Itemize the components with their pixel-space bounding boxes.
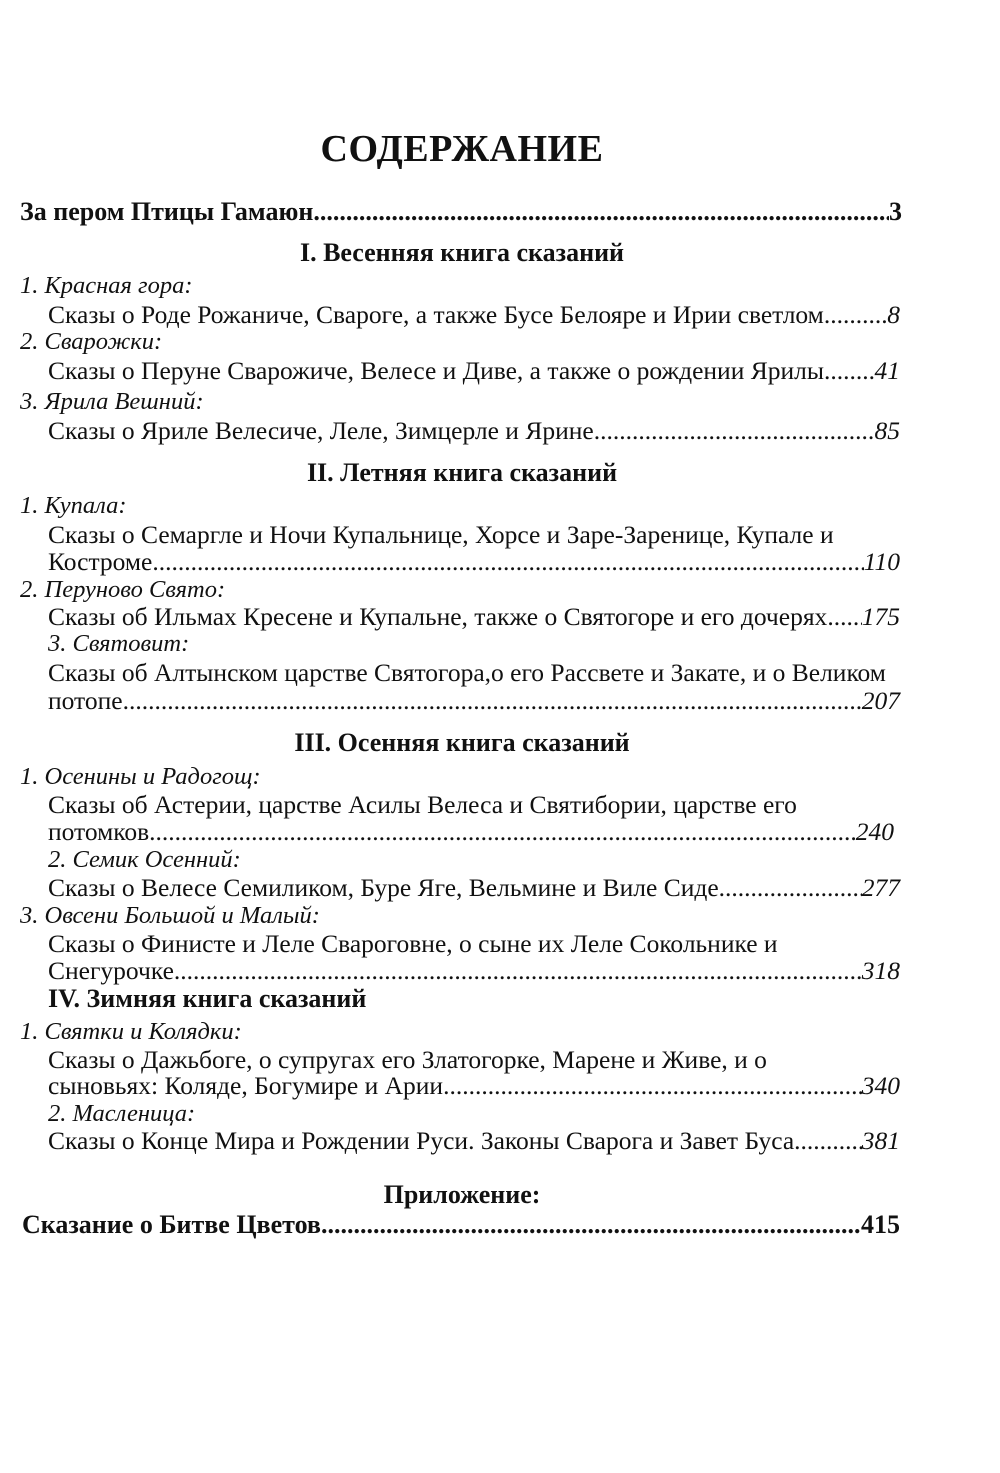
leader-dots bbox=[824, 300, 887, 330]
appendix-heading: Приложение: bbox=[383, 1180, 541, 1209]
toc-entry[interactable] bbox=[48, 686, 900, 716]
toc-entry[interactable] bbox=[48, 602, 900, 632]
entry-label: Сказы о Роде Рожаниче, Свароге, а также Бусе Белояре и Ирии светлом bbox=[48, 300, 824, 329]
page-number: 175 bbox=[861, 602, 900, 631]
toc-entry-appendix[interactable] bbox=[22, 1210, 900, 1240]
section-heading: III. Осенняя книга сказаний bbox=[294, 728, 630, 757]
page-number: 8 bbox=[887, 300, 900, 329]
toc-entry[interactable] bbox=[48, 356, 900, 386]
page-number: 110 bbox=[863, 547, 900, 576]
toc-entry[interactable] bbox=[48, 300, 900, 330]
toc-entry[interactable] bbox=[48, 1126, 900, 1156]
leader-dots bbox=[313, 197, 889, 227]
page-number: 41 bbox=[874, 356, 900, 385]
leader-dots bbox=[443, 1071, 862, 1101]
entry-label: Сказы о Перуне Сварожиче, Велесе и Диве, а также о рождении Ярилы bbox=[48, 356, 824, 385]
page-number: 318 bbox=[861, 956, 900, 985]
page-number: 240 bbox=[855, 817, 894, 846]
entry-label: Сказы о Велесе Семиликом, Буре Яге, Вельмине и Виле Сиде bbox=[48, 873, 719, 902]
toc-entry[interactable] bbox=[48, 817, 894, 847]
page-number: 3 bbox=[889, 197, 902, 226]
entry-label[interactable]: Сказы о Семаргле и Ночи Купальнице, Хорсе и Заре-Заренице, Купале и bbox=[48, 520, 834, 549]
entry-label: потомков bbox=[48, 817, 150, 846]
page-number: 340 bbox=[861, 1071, 900, 1100]
leader-dots bbox=[594, 416, 875, 446]
entry-label[interactable]: Сказы об Астерии, царстве Асилы Велеса и Святибории, царстве его bbox=[48, 790, 797, 819]
chapter-title: 2. Перуново Свято: bbox=[20, 576, 226, 603]
toc-entry[interactable] bbox=[48, 873, 900, 903]
toc-entry[interactable] bbox=[48, 1071, 900, 1101]
entry-label[interactable]: Сказы об Алтынском царстве Святогора,о его Рассвете и Закате, и о Великом bbox=[48, 658, 886, 687]
entry-label[interactable]: Сказы о Финисте и Леле Свароговне, о сыне их Леле Сокольнике и bbox=[48, 929, 778, 958]
chapter-title: 3. Святовит: bbox=[48, 630, 190, 657]
entry-label: Костроме bbox=[48, 547, 153, 576]
toc-entry[interactable] bbox=[48, 416, 900, 446]
section-heading: I. Весенняя книга сказаний bbox=[299, 238, 625, 267]
entry-label: Сказы о Яриле Велесиче, Леле, Зимцерле и Ярине bbox=[48, 416, 594, 445]
entry-label[interactable]: Сказы о Дажьбоге, о супругах его Златогорке, Марене и Живе, и о bbox=[48, 1045, 767, 1074]
entry-label: Сказание о Битве Цветов bbox=[22, 1210, 321, 1239]
page-number: 381 bbox=[861, 1126, 900, 1155]
chapter-title: 1. Красная гора: bbox=[20, 272, 193, 299]
section-heading: IV. Зимняя книга сказаний bbox=[48, 984, 367, 1013]
entry-label: Снегурочке bbox=[48, 956, 174, 985]
chapter-title: 1. Купала: bbox=[20, 492, 127, 519]
leader-dots bbox=[321, 1210, 861, 1240]
page-number: 277 bbox=[861, 873, 900, 902]
leader-dots bbox=[719, 873, 862, 903]
leader-dots bbox=[827, 602, 861, 632]
chapter-title: 2. Семик Осенний: bbox=[48, 846, 241, 873]
leader-dots bbox=[824, 356, 875, 386]
page-number: 415 bbox=[861, 1210, 900, 1239]
page-number: 207 bbox=[861, 686, 900, 715]
page-title: СОДЕРЖАНИЕ bbox=[320, 128, 604, 170]
entry-label: потопе bbox=[48, 686, 123, 715]
toc-entry-intro[interactable] bbox=[20, 197, 902, 227]
chapter-title: 2. Сварожки: bbox=[20, 328, 163, 355]
chapter-title: 1. Осенины и Радогощ: bbox=[20, 763, 261, 790]
toc-entry[interactable] bbox=[48, 547, 900, 577]
chapter-title: 3. Овсени Большой и Малый: bbox=[20, 902, 320, 929]
leader-dots bbox=[794, 1126, 862, 1156]
entry-label: Сказы об Ильмах Кресене и Купальне, также о Святогоре и его дочерях bbox=[48, 602, 828, 631]
entry-label: За пером Птицы Гамаюн bbox=[20, 197, 314, 226]
leader-dots bbox=[123, 686, 862, 716]
chapter-title: 2. Масленица: bbox=[48, 1100, 196, 1127]
leader-dots bbox=[174, 956, 862, 986]
entry-label: сыновьях: Коляде, Богумире и Арии bbox=[48, 1071, 444, 1100]
toc-entry[interactable] bbox=[48, 956, 900, 986]
leader-dots bbox=[152, 547, 863, 577]
chapter-title: 1. Святки и Колядки: bbox=[20, 1018, 242, 1045]
page-number: 85 bbox=[874, 416, 900, 445]
chapter-title: 3. Ярила Вешний: bbox=[20, 388, 204, 415]
section-heading: II. Летняя книга сказаний bbox=[306, 458, 618, 487]
entry-label: Сказы о Конце Мира и Рождении Руси. Законы Сварога и Завет Буса bbox=[48, 1126, 795, 1155]
leader-dots bbox=[149, 817, 856, 847]
